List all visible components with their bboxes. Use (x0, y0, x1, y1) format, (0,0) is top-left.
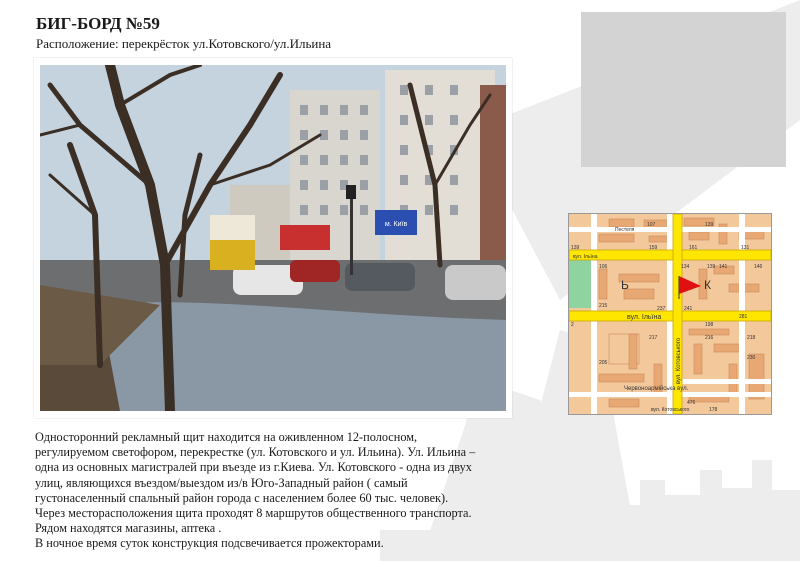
description-line: улиц, являющихся въездом/выездом из/в Юго-Западный район ( самый (35, 475, 408, 490)
svg-text:159: 159 (649, 245, 658, 251)
billboard-location-photo (40, 65, 506, 411)
svg-text:141: 141 (719, 264, 728, 270)
svg-text:230: 230 (747, 355, 756, 361)
page-title: БИГ-БОРД №59 (36, 14, 160, 33)
svg-text:107: 107 (647, 222, 656, 228)
map-street-top-label: Пестеля (615, 227, 635, 233)
svg-text:476: 476 (687, 400, 696, 406)
location-subtitle: Расположение: перекрёсток ул.Котовского/ул.Ильина (36, 36, 332, 51)
photo-frame (34, 58, 512, 418)
map-marker-label: К (704, 278, 711, 292)
description-line: регулируемом светофором, перекрестке (ул. Котовского и ул. Ильина). Ул. Ильина – (35, 445, 476, 460)
svg-text:198: 198 (705, 322, 714, 328)
svg-text:139: 139 (705, 222, 714, 228)
location-map (568, 213, 772, 415)
svg-text:215: 215 (599, 303, 608, 309)
map-street-chervonoarmiyska-label: Червоноармійська вул. (624, 386, 689, 392)
svg-text:134: 134 (681, 264, 690, 270)
road-sign-text: м. Київ (384, 221, 408, 228)
svg-text:139: 139 (707, 264, 716, 270)
svg-text:2: 2 (571, 322, 574, 328)
description-line: Через месторасположения щита проходят 8 маршрутов общественного транспорта. (35, 506, 472, 521)
description-line: одна из основных магистралей при въезде из г.Киева. Ул. Котовского - одна из двух (35, 460, 472, 475)
svg-text:237: 237 (657, 306, 666, 312)
svg-text:161: 161 (689, 245, 698, 251)
description-line: Рядом находятся магазины, аптека . (35, 521, 222, 536)
svg-text:216: 216 (705, 335, 714, 341)
map-street-left-label: вул. Ільїна (573, 254, 598, 260)
svg-text:217: 217 (649, 335, 658, 341)
svg-text:106: 106 (599, 264, 608, 270)
placeholder-grey-box (581, 12, 786, 167)
svg-text:139: 139 (571, 245, 580, 251)
map-street-kotovskogo-bottom-label: вул. Котовського (651, 407, 690, 413)
svg-text:131: 131 (741, 245, 750, 251)
description-line: В ночное время суток конструкция подсвечивается прожекторами. (35, 536, 384, 551)
description-line: Односторонний рекламный щит находится на оживленном 12-полосном, (35, 430, 418, 444)
svg-text:178: 178 (709, 407, 718, 413)
billboard-description (35, 430, 515, 552)
svg-text:218: 218 (747, 335, 756, 341)
svg-text:241: 241 (684, 306, 693, 312)
map-block-label: Ь (621, 278, 629, 292)
map-street-ilina-label: вул. Ільїна (627, 314, 662, 321)
map-street-kotovskogo-label: вул. Котовського (676, 337, 682, 384)
description-line: густонаселенный спальный район города с населением более 60 тыс. человек). (35, 490, 449, 505)
svg-text:146: 146 (754, 264, 763, 270)
svg-text:281: 281 (739, 314, 748, 320)
svg-text:205: 205 (599, 360, 608, 366)
